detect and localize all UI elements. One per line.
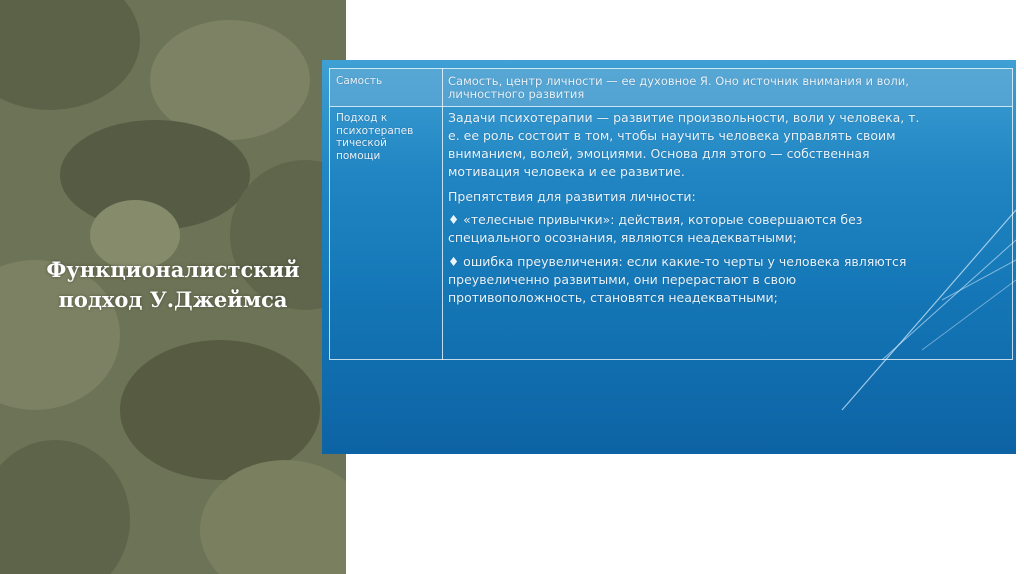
- table-column-divider: [442, 68, 443, 360]
- definition-line: личностного развития: [448, 87, 585, 101]
- term-line: тической: [336, 137, 387, 149]
- bullet-line: ♦ ошибка преувеличения: если какие-то черты у человека являются: [448, 254, 907, 269]
- obstacles-heading: Препятствия для развития личности:: [448, 189, 696, 204]
- table-row-divider: [330, 106, 1012, 107]
- slide-title: [0, 255, 346, 315]
- slide-title-line-2: подход У.Джеймса: [58, 287, 288, 312]
- camo-patch: [0, 0, 140, 110]
- term-psychotherapy-approach: [336, 112, 413, 162]
- bullet-line: противоположность, становятся неадекватными;: [448, 290, 778, 305]
- bullet-line: ♦ «телесные привычки»: действия, которые совершаются без: [448, 212, 863, 227]
- psychotherapy-tasks-paragraph: [448, 109, 920, 181]
- paragraph-line: вниманием, волей, эмоциями. Основа для этого — собственная: [448, 146, 870, 161]
- definition-line: Самость, центр личности — ее духовное Я. Оно источник внимания и воли,: [448, 74, 909, 88]
- slide-title-line-1: Функционалистский: [46, 257, 300, 282]
- term-line: помощи: [336, 149, 381, 162]
- camo-patch: [0, 440, 130, 574]
- term-line: Подход к: [336, 112, 388, 124]
- definition-samost: [448, 75, 909, 101]
- bullet-line: специального осознания, являются неадекватными;: [448, 230, 797, 245]
- paragraph-line: Задачи психотерапии — развитие произвольности, воли у человека, т.: [448, 110, 920, 125]
- term-samost: Самость: [336, 75, 383, 87]
- bullet-body-habits: [448, 211, 862, 247]
- term-line: психотерапев: [336, 124, 414, 137]
- bullet-line: преувеличенно развитыми, они перерастают в свою: [448, 272, 797, 287]
- paragraph-line: мотивация человека и ее развитие.: [448, 164, 685, 179]
- camo-patch: [120, 340, 320, 480]
- bullet-exaggeration-error: [448, 253, 906, 307]
- paragraph-line: е. ее роль состоит в том, чтобы научить человека управлять своим: [448, 128, 896, 143]
